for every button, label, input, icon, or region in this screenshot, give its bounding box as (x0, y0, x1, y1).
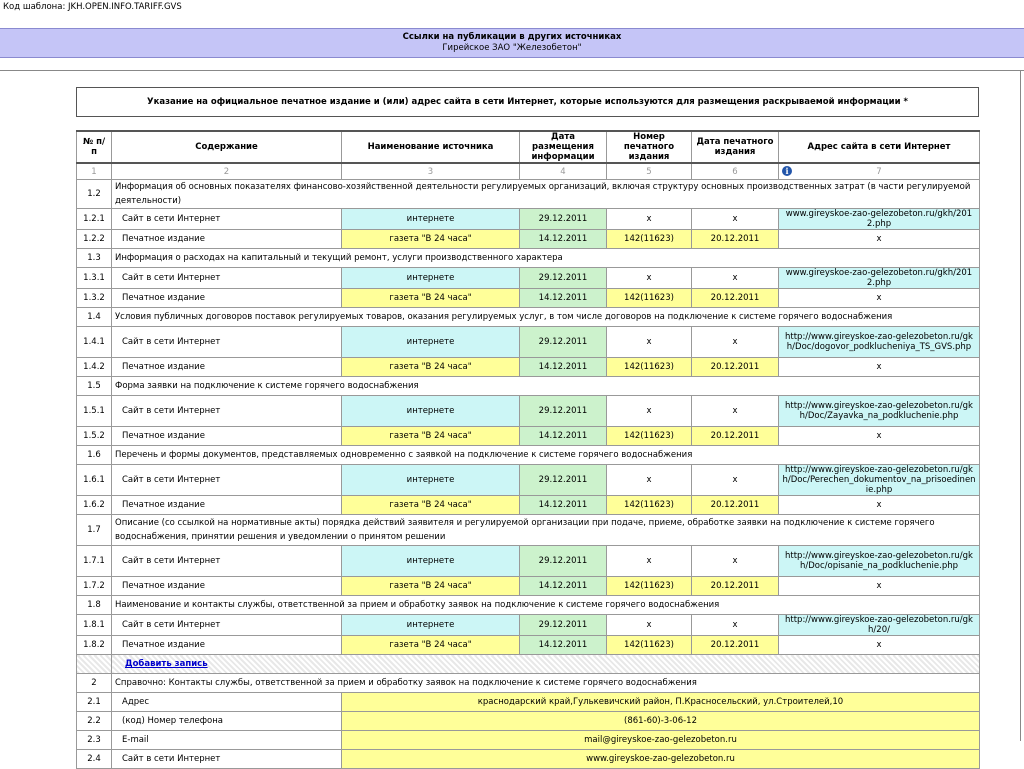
row-number: 1.3.2 (77, 289, 112, 308)
post-date-cell[interactable]: 14.12.2011 (520, 636, 607, 655)
template-code: Код шаблона: JKH.OPEN.INFO.TARIFF.GVS (3, 2, 182, 12)
col-number: 4 (520, 163, 607, 180)
section-row (77, 515, 980, 546)
column-numbers-row (77, 163, 980, 180)
pub-number-cell[interactable]: 142(11623) (607, 577, 692, 596)
site-url-cell: x (779, 289, 980, 308)
reference-row (77, 693, 980, 712)
section-row (77, 596, 980, 615)
row-label: Сайт в сети Интернет (112, 209, 342, 230)
site-url-cell: x (779, 577, 980, 596)
site-row (77, 268, 980, 289)
section-title: Наименование и контакты службы, ответственной за прием и обработку заявок на подключение к системе горячего водоснабжения (112, 596, 980, 615)
row-number: 1.2.1 (77, 209, 112, 230)
frame-top-border (0, 70, 1024, 71)
site-row (77, 465, 980, 496)
print-row (77, 496, 980, 515)
site-row (77, 615, 980, 636)
row-number: 1.3.1 (77, 268, 112, 289)
site-url-cell: x (779, 230, 980, 249)
source-name-cell[interactable]: газета "В 24 часа" (342, 577, 520, 596)
pub-number-cell: x (607, 209, 692, 230)
post-date-cell[interactable]: 29.12.2011 (520, 327, 607, 358)
site-url-cell[interactable]: www.gireyskoe-zao-gelezobeton.ru/gkh/2012.php (779, 209, 980, 230)
post-date-cell[interactable]: 14.12.2011 (520, 230, 607, 249)
site-url-cell[interactable]: www.gireyskoe-zao-gelezobeton.ru/gkh/2012.php (779, 268, 980, 289)
section-row (77, 446, 980, 465)
print-row (77, 230, 980, 249)
section-row (77, 308, 980, 327)
reference-value-cell[interactable]: (861-60)-3-06-12 (342, 712, 980, 731)
pub-date-cell: x (692, 615, 779, 636)
source-name-cell[interactable]: газета "В 24 часа" (342, 427, 520, 446)
pub-date-cell: x (692, 209, 779, 230)
row-number: 1.6.1 (77, 465, 112, 496)
site-url-cell: x (779, 496, 980, 515)
reference-row (77, 731, 980, 750)
row-number: 1.5.2 (77, 427, 112, 446)
section-title: Перечень и формы документов, представляемых одновременно с заявкой на подключение к системе горячего водоснабжения (112, 446, 980, 465)
row-label: Печатное издание (112, 358, 342, 377)
pub-number-cell[interactable]: 142(11623) (607, 427, 692, 446)
source-name-cell[interactable]: газета "В 24 часа" (342, 289, 520, 308)
add-record-row (77, 655, 980, 674)
section-title: Форма заявки на подключение к системе горячего водоснабжения (112, 377, 980, 396)
row-number: 1.4.1 (77, 327, 112, 358)
row-label: Печатное издание (112, 289, 342, 308)
col-header-url: Адрес сайта в сети Интернет (779, 131, 980, 163)
reference-section-row (77, 674, 980, 693)
info-icon[interactable]: i (782, 166, 792, 176)
section-number: 1.8 (77, 596, 112, 615)
row-label: E-mail (112, 731, 342, 750)
row-number: 1.7.2 (77, 577, 112, 596)
pub-date-cell[interactable]: 20.12.2011 (692, 358, 779, 377)
pub-number-cell: x (607, 546, 692, 577)
reference-value-cell[interactable]: mail@gireyskoe-zao-gelezobeton.ru (342, 731, 980, 750)
section-row (77, 377, 980, 396)
col-number: 7 (876, 166, 882, 177)
reference-value-cell[interactable]: краснодарский край,Гулькевичский район, П.Красносельский, ул.Строителей,10 (342, 693, 980, 712)
publication-note: Указание на официальное печатное издание и (или) адрес сайта в сети Интернет, которые используются для размещения раскрываемой информации * (76, 87, 979, 117)
source-name-cell[interactable]: газета "В 24 часа" (342, 358, 520, 377)
pub-number-cell: x (607, 615, 692, 636)
row-label: Печатное издание (112, 230, 342, 249)
section-number: 1.2 (77, 180, 112, 209)
site-url-cell[interactable]: http://www.gireyskoe-zao-gelezobeton.ru/gkh/20/ (779, 615, 980, 636)
pub-date-cell[interactable]: 20.12.2011 (692, 496, 779, 515)
reference-value-cell[interactable]: www.gireyskoe-zao-gelezobeton.ru (342, 750, 980, 769)
row-label: Сайт в сети Интернет (112, 465, 342, 496)
row-label: Печатное издание (112, 427, 342, 446)
section-number: 1.5 (77, 377, 112, 396)
row-label: Печатное издание (112, 496, 342, 515)
row-number: 1.8.2 (77, 636, 112, 655)
pub-date-cell[interactable]: 20.12.2011 (692, 230, 779, 249)
source-name-cell[interactable]: интернете (342, 327, 520, 358)
section-title: Справочно: Контакты службы, ответственной за прием и обработку заявок на подключение к системе горячего водоснабжения (112, 674, 980, 693)
section-title: Информация о расходах на капитальный и текущий ремонт, услуги производственного характера (112, 249, 980, 268)
publications-table (76, 130, 980, 769)
post-date-cell[interactable]: 29.12.2011 (520, 268, 607, 289)
site-url-cell: x (779, 358, 980, 377)
site-url-cell: x (779, 636, 980, 655)
section-row (77, 180, 980, 209)
pub-date-cell[interactable]: 20.12.2011 (692, 636, 779, 655)
page-title: Ссылки на публикации в других источниках (402, 32, 622, 42)
pub-date-cell[interactable]: 20.12.2011 (692, 289, 779, 308)
row-number: 1.8.1 (77, 615, 112, 636)
print-row (77, 577, 980, 596)
post-date-cell[interactable]: 14.12.2011 (520, 496, 607, 515)
add-record-cell (112, 655, 980, 674)
section-number: 1.6 (77, 446, 112, 465)
pub-number-cell[interactable]: 142(11623) (607, 496, 692, 515)
col-header-pub-number: Номер печатного издания (607, 131, 692, 163)
header-row (77, 131, 980, 163)
col-header-pub-date: Дата печатного издания (692, 131, 779, 163)
section-number: 1.4 (77, 308, 112, 327)
row-label: Печатное издание (112, 636, 342, 655)
row-label: Сайт в сети Интернет (112, 546, 342, 577)
post-date-cell[interactable]: 14.12.2011 (520, 358, 607, 377)
col-number: 3 (342, 163, 520, 180)
row-label: Сайт в сети Интернет (112, 750, 342, 769)
site-row (77, 327, 980, 358)
col-header-source: Наименование источника (342, 131, 520, 163)
source-name-cell[interactable]: интернете (342, 396, 520, 427)
section-number: 1.7 (77, 515, 112, 546)
source-name-cell[interactable]: газета "В 24 часа" (342, 496, 520, 515)
col-header-post-date: Дата размещения информации (520, 131, 607, 163)
row-number: 1.7.1 (77, 546, 112, 577)
row-label: Сайт в сети Интернет (112, 615, 342, 636)
print-row (77, 358, 980, 377)
section-title: Условия публичных договоров поставок регулируемых товаров, оказания регулируемых услуг, в том числе договоров на подключение к системе горячего водоснабжения (112, 308, 980, 327)
source-name-cell[interactable]: газета "В 24 часа" (342, 636, 520, 655)
section-number: 1.3 (77, 249, 112, 268)
pub-number-cell[interactable]: 142(11623) (607, 636, 692, 655)
reference-row (77, 750, 980, 769)
row-label: (код) Номер телефона (112, 712, 342, 731)
row-number: 2.3 (77, 731, 112, 750)
print-row (77, 427, 980, 446)
row-number: 1.2.2 (77, 230, 112, 249)
row-number: 2.4 (77, 750, 112, 769)
pub-number-cell[interactable]: 142(11623) (607, 230, 692, 249)
site-url-cell: x (779, 427, 980, 446)
site-row (77, 546, 980, 577)
reference-row (77, 712, 980, 731)
section-title: Информация об основных показателях финансово-хозяйственной деятельности регулируемых организаций, включая структуру основных производственных затрат (в части регулируемой деятельности) (112, 180, 980, 209)
col-header-content: Содержание (112, 131, 342, 163)
section-row (77, 249, 980, 268)
source-name-cell[interactable]: интернете (342, 615, 520, 636)
col-number: 2 (112, 163, 342, 180)
site-url-cell[interactable]: http://www.gireyskoe-zao-gelezobeton.ru/gkh/Doc/Zayavka_na_podkluchenie.php (779, 396, 980, 427)
pub-number-cell: x (607, 268, 692, 289)
post-date-cell[interactable]: 14.12.2011 (520, 577, 607, 596)
post-date-cell[interactable]: 29.12.2011 (520, 396, 607, 427)
pub-date-cell: x (692, 396, 779, 427)
add-record-spacer (77, 655, 112, 674)
site-row (77, 396, 980, 427)
site-row (77, 209, 980, 230)
pub-date-cell[interactable]: 20.12.2011 (692, 427, 779, 446)
post-date-cell[interactable]: 29.12.2011 (520, 465, 607, 496)
frame-right-border (1020, 70, 1021, 741)
organization-name: Гирейское ЗАО "Железобетон" (442, 43, 582, 53)
col-header-num: № п/п (77, 131, 112, 163)
site-url-cell[interactable]: http://www.gireyskoe-zao-gelezobeton.ru/gkh/Doc/Perechen_dokumentov_na_prisoedinenie.php (779, 465, 980, 496)
row-label: Адрес (112, 693, 342, 712)
pub-date-cell: x (692, 546, 779, 577)
source-name-cell[interactable]: интернете (342, 465, 520, 496)
row-label: Сайт в сети Интернет (112, 327, 342, 358)
row-label: Сайт в сети Интернет (112, 268, 342, 289)
source-name-cell[interactable]: интернете (342, 546, 520, 577)
col-number: 6 (692, 163, 779, 180)
post-date-cell[interactable]: 14.12.2011 (520, 427, 607, 446)
pub-date-cell: x (692, 268, 779, 289)
row-label: Печатное издание (112, 577, 342, 596)
pub-date-cell: x (692, 327, 779, 358)
post-date-cell[interactable]: 29.12.2011 (520, 546, 607, 577)
add-record-link[interactable]: Добавить запись (125, 659, 208, 669)
pub-number-cell[interactable]: 142(11623) (607, 358, 692, 377)
pub-date-cell: x (692, 465, 779, 496)
site-url-cell[interactable]: http://www.gireyskoe-zao-gelezobeton.ru/gkh/Doc/opisanie_na_podkluchenie.php (779, 546, 980, 577)
post-date-cell[interactable]: 29.12.2011 (520, 209, 607, 230)
pub-date-cell[interactable]: 20.12.2011 (692, 577, 779, 596)
print-row (77, 289, 980, 308)
row-number: 2.1 (77, 693, 112, 712)
row-number: 1.6.2 (77, 496, 112, 515)
row-label: Сайт в сети Интернет (112, 396, 342, 427)
pub-number-cell: x (607, 465, 692, 496)
row-number: 2.2 (77, 712, 112, 731)
col-number: 1 (77, 163, 112, 180)
post-date-cell[interactable]: 29.12.2011 (520, 615, 607, 636)
post-date-cell[interactable]: 14.12.2011 (520, 289, 607, 308)
page-header-banner (0, 28, 1024, 58)
pub-number-cell: x (607, 396, 692, 427)
source-name-cell[interactable]: интернете (342, 268, 520, 289)
source-name-cell[interactable]: газета "В 24 часа" (342, 230, 520, 249)
source-name-cell[interactable]: интернете (342, 209, 520, 230)
row-number: 1.4.2 (77, 358, 112, 377)
section-title: Описание (со ссылкой на нормативные акты) порядка действий заявителя и регулируемой организации при подаче, приеме, обработке заявки на подключение к системе горячего водоснабжения, принятии решения и уведомлении о принятом решении (112, 515, 980, 546)
row-number: 1.5.1 (77, 396, 112, 427)
pub-number-cell[interactable]: 142(11623) (607, 289, 692, 308)
site-url-cell[interactable]: http://www.gireyskoe-zao-gelezobeton.ru/gkh/Doc/dogovor_podklucheniya_TS_GVS.php (779, 327, 980, 358)
col-number: 5 (607, 163, 692, 180)
pub-number-cell: x (607, 327, 692, 358)
col-number-url (779, 163, 980, 180)
section-number: 2 (77, 674, 112, 693)
print-row (77, 636, 980, 655)
